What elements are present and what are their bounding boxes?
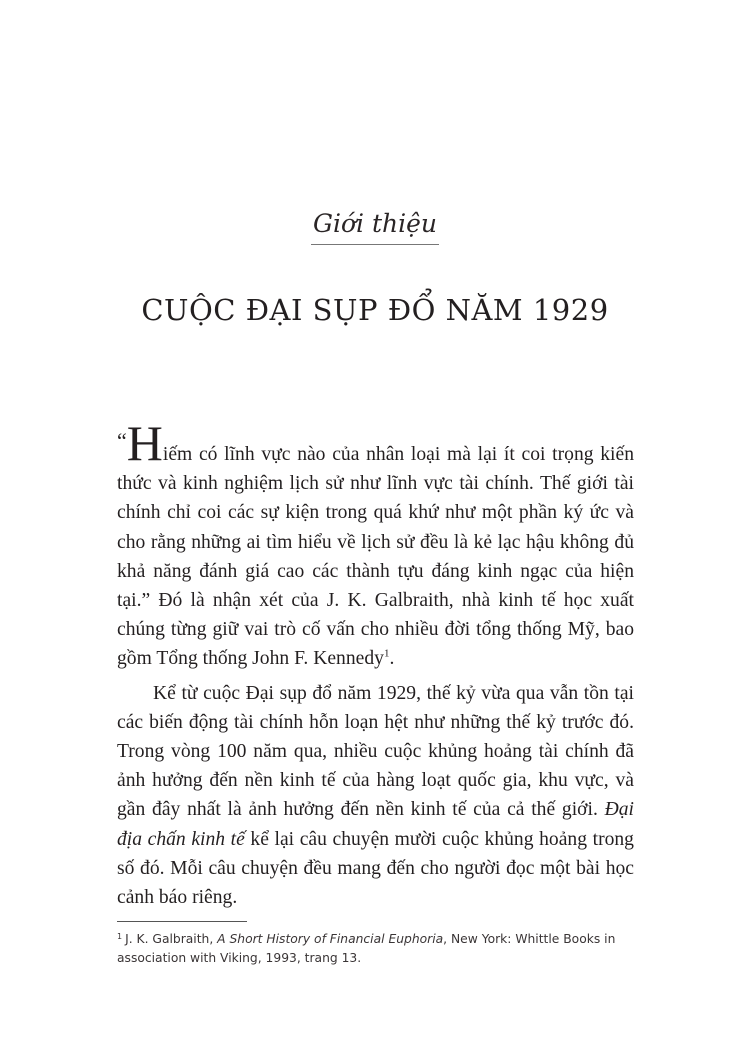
paragraph-intro [117,415,634,674]
open-quote: “ [117,428,127,453]
chapter-label-text: Giới thiệu [311,208,439,245]
paragraph-second [117,679,634,913]
footnote-reference[interactable]: 1 [383,647,390,660]
paragraph-text: kể lại câu chuyện mười cuộc khủng hoảng trong số đó. Mỗi câu chuyện đều mang đến cho người đọc một bài học cảnh báo riêng. [117,828,634,909]
body-text [117,415,634,912]
paragraph-text: iếm có lĩnh vực nào của nhân loại mà lại ít coi trọng kiến thức và kinh nghiệm lịch sử như lĩnh vực tài chính. Thế giới tài chính chỉ coi các sự kiện trong quá khứ như một phần ký ức và cho rằng những ai tìm hiểu về lịch sử đều là kẻ lạc hậu không đủ khả năng đánh giá cao các thành tựu đáng kinh ngạc của hiện tại.” Đó là nhận xét của J. K. Galbraith, nhà kinh tế học xuất chúng từng giữ vai trò cố vấn cho nhiều đời tổng thống Mỹ, bao gồm Tổng thống John F. Kennedy [117,444,634,670]
chapter-label [0,208,750,245]
footnote-text: , New York: Whittle Books in association with Viking, 1993, trang 13. [117,932,616,965]
footnote-book-title: A Short History of Financial Euphoria [217,932,444,946]
paragraph-end: . [389,648,395,670]
footnote-divider [117,921,247,922]
footnote-number: 1 [117,932,123,941]
book-title-italic: Đại địa chấn kinh tế [117,799,634,850]
dropcap: H [126,415,163,471]
footnote [117,927,637,968]
footnote-text: J. K. Galbraith, [125,932,218,946]
paragraph-text: Kể từ cuộc Đại sụp đổ năm 1929, thế kỷ vừa qua vẫn tồn tại các biến động tài chính hỗn loạn hệt như những thế kỷ trước đó. Trong vòng 100 năm qua, nhiều cuộc khủng hoảng tài chính đã ảnh hưởng đến nền kinh tế của hàng loạt quốc gia, khu vực, và gần đây nhất là ảnh hưởng đến nền kinh tế của cả thế giới. [117,682,634,821]
chapter-title: CUỘC ĐẠI SỤP ĐỔ NĂM 1929 [141,293,609,327]
